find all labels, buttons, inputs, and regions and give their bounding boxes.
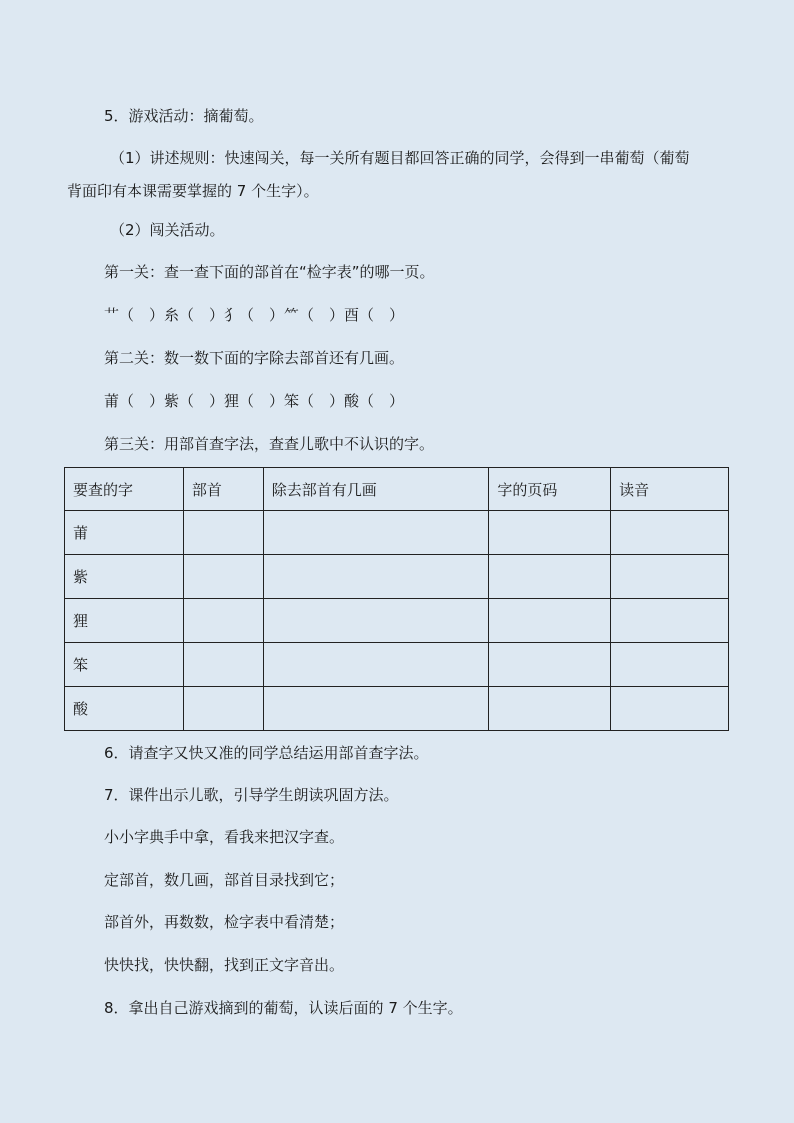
blank-cell[interactable] (183, 687, 263, 731)
table-row (65, 599, 729, 643)
header-char: 要查的字 (65, 468, 184, 511)
step-8: 8．拿出自己游戏摘到的葡萄，认读后面的 7 个生字。 (104, 999, 463, 1017)
blank-cell[interactable] (183, 555, 263, 599)
activity-heading: （2）闯关活动。 (110, 221, 225, 239)
step-7: 7．课件出示儿歌，引导学生朗读巩固方法。 (104, 786, 399, 804)
blank-cell[interactable] (611, 555, 729, 599)
step-5: 5．游戏活动：摘葡萄。 (104, 107, 264, 125)
table-row (65, 555, 729, 599)
poem-line-3: 部首外，再数数，检字表中看清楚； (104, 913, 345, 931)
row-char: 酸 (65, 687, 184, 731)
blank-cell[interactable] (489, 599, 611, 643)
blank-cell[interactable] (263, 599, 489, 643)
blank-cell[interactable] (263, 687, 489, 731)
header-strokes: 除去部首有几画 (263, 468, 489, 511)
blank-cell[interactable] (183, 643, 263, 687)
row-char: 笨 (65, 643, 184, 687)
level-3-text: 第三关：用部首查字法，查查儿歌中不认识的字。 (104, 435, 435, 453)
header-radical: 部首 (183, 468, 263, 511)
level-1-radicals: 艹（ ）糸（ ）犭（ ）⺮（ ）酉（ ） (104, 306, 405, 324)
level-2-text: 第二关：数一数下面的字除去部首还有几画。 (104, 349, 405, 367)
table-row (65, 511, 729, 555)
table-row (65, 687, 729, 731)
blank-cell[interactable] (489, 511, 611, 555)
table-header-row (65, 468, 729, 511)
blank-cell[interactable] (183, 511, 263, 555)
header-page: 字的页码 (489, 468, 611, 511)
header-pronunciation: 读音 (611, 468, 729, 511)
poem-line-2: 定部首，数几画，部首目录找到它； (104, 871, 345, 889)
blank-cell[interactable] (183, 599, 263, 643)
blank-cell[interactable] (611, 643, 729, 687)
table-row (65, 643, 729, 687)
level-2-characters: 莆（ ）紫（ ）狸（ ）笨（ ）酸（ ） (104, 392, 405, 410)
poem-line-4: 快快找，快快翻，找到正文字音出。 (104, 956, 345, 974)
rules-paragraph (67, 148, 734, 201)
step-6: 6．请查字又快又准的同学总结运用部首查字法。 (104, 744, 429, 762)
rules-line-2: 背面印有本课需要掌握的 7 个生字）。 (67, 182, 319, 200)
poem-line-1: 小小字典手中拿，看我来把汉字查。 (104, 828, 345, 846)
blank-cell[interactable] (263, 511, 489, 555)
level-1-text: 第一关：查一查下面的部首在“检字表”的哪一页。 (104, 263, 435, 281)
blank-cell[interactable] (489, 555, 611, 599)
blank-cell[interactable] (489, 643, 611, 687)
blank-cell[interactable] (263, 555, 489, 599)
blank-cell[interactable] (611, 687, 729, 731)
lookup-table (64, 467, 729, 731)
row-char: 紫 (65, 555, 184, 599)
blank-cell[interactable] (263, 643, 489, 687)
blank-cell[interactable] (611, 511, 729, 555)
rules-line-1: （1）讲述规则：快速闯关，每一关所有题目都回答正确的同学，会得到一串葡萄（葡萄 (110, 149, 690, 167)
blank-cell[interactable] (611, 599, 729, 643)
blank-cell[interactable] (489, 687, 611, 731)
row-char: 狸 (65, 599, 184, 643)
row-char: 莆 (65, 511, 184, 555)
